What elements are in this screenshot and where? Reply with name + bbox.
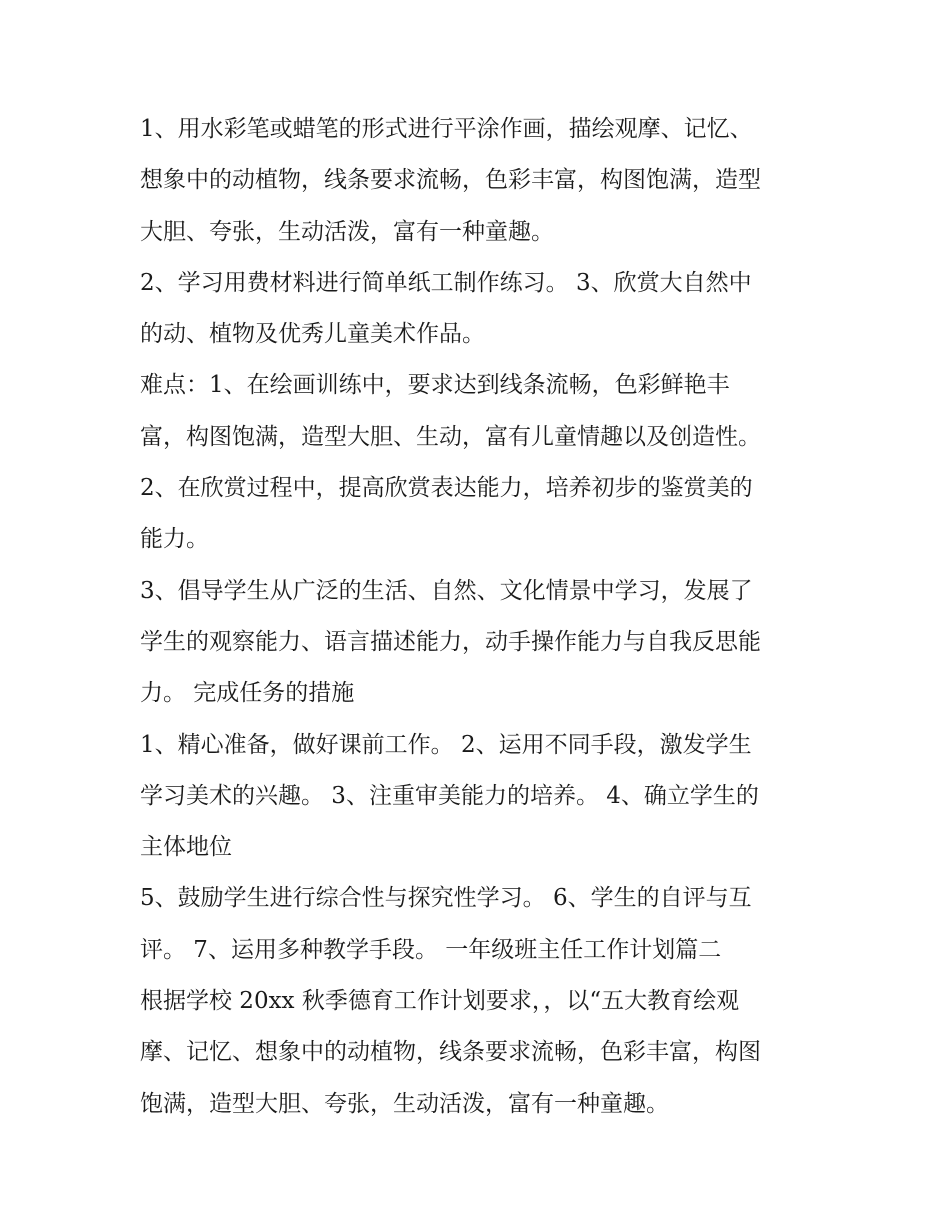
text-line: 评。 7、运用多种教学手段。 一年级班主任工作计划篇二 <box>140 936 722 963</box>
text-line: 2、在欣赏过程中，提高欣赏表达能力，培养初步的鉴赏美的 <box>140 475 753 502</box>
text-line: 根据学校 20xx 秋季德育工作计划要求，，以“五大教育绘观 <box>140 988 740 1015</box>
text-line: 的动、植物及优秀儿童美术作品。 <box>140 321 485 348</box>
text-line: 难点：1、在绘画训练中，要求达到线条流畅，色彩鲜艳丰 <box>140 372 730 399</box>
text-line: 能力。 <box>140 526 209 553</box>
text-line: 摩、记忆、想象中的动植物，线条要求流畅，色彩丰富，构图 <box>140 1039 761 1066</box>
text-line: 饱满，造型大胆、夸张，生动活泼，富有一种童趣。 <box>140 1090 669 1117</box>
text-line: 3、倡导学生从广泛的生活、自然、文化情景中学习，发展了 <box>140 577 753 604</box>
document-body <box>140 104 830 1130</box>
text-line: 2、学习用费材料进行简单纸工制作练习。 3、欣赏大自然中 <box>140 269 752 296</box>
text-line: 学生的观察能力、语言描述能力，动手操作能力与自我反思能 <box>140 628 761 655</box>
text-line: 想象中的动植物，线条要求流畅，色彩丰富，构图饱满，造型 <box>140 167 761 194</box>
text-line: 大胆、夸张，生动活泼，富有一种童趣。 <box>140 218 554 245</box>
text-line: 富，构图饱满，造型大胆、生动，富有儿童情趣以及创造性。 <box>140 423 761 450</box>
text-line: 学习美术的兴趣。 3、注重审美能力的培养。 4、确立学生的 <box>140 782 759 809</box>
text-line: 力。 完成任务的措施 <box>140 680 355 707</box>
text-line: 主体地位 <box>140 834 232 861</box>
text-line: 1、精心准备，做好课前工作。 2、运用不同手段，激发学生 <box>140 731 752 758</box>
text-line: 5、鼓励学生进行综合性与探究性学习。 6、学生的自评与互 <box>140 885 752 912</box>
text-line: 1、用水彩笔或蜡笔的形式进行平涂作画，描绘观摩、记忆、 <box>140 116 753 142</box>
